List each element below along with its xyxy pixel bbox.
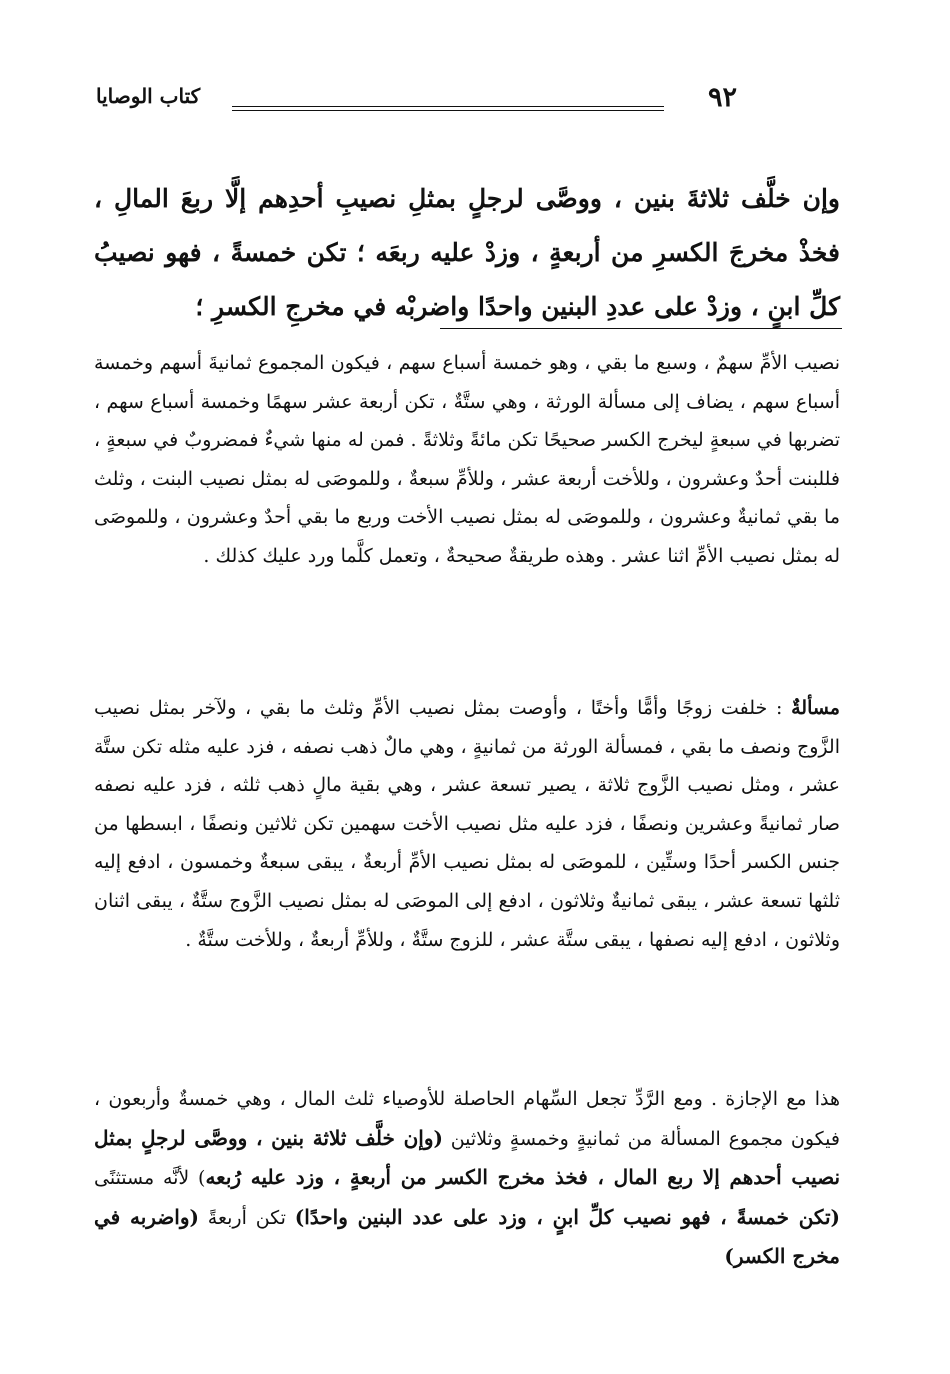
- p3-quote-1: (وإن خلَّف ثلاثة بنين ، ووصَّى لرجلٍ بمثل نصيب أحدهم إلا ربع المال ، فخذ مخرج الكسر من أربعةٍ ، وزد عليه رُبعه: [94, 1125, 841, 1190]
- p3-quote-2: (تكن خمسةً ، فهو نصيب كلِّ ابنٍ ، وزد على عدد البنين واحدًا): [294, 1204, 840, 1229]
- running-title: كتاب الوصايا: [96, 84, 201, 108]
- commentary-paragraph-1: نصيب الأمِّ سهمٌ ، وسبع ما بقي ، وهو خمسة أسباع سهم ، فيكون المجموع ثمانيةَ أسهم وخمسة أسباع سهم ، يضاف إلى مسألة الورثة ، وهي ستَّةٌ ، تكن أربعة عشر سهمًا وخمسة أسباع سهم ، تضربها في سبعةٍ ليخرج الكسر صحيحًا تكن مائةً وثلاثةً . فمن له منها شيءٌ فمضروبٌ في سبعةٍ ، فللبنت أحدٌ وعشرون ، وللأخت أربعة عشر ، وللأمِّ سبعةٌ ، وللموصَى له بمثل نصيب البنت ، وثلث ما بقي ثمانيةٌ وعشرون ، وللموصَى له بمثل نصيب الأخت وربع ما بقي أحدٌ وعشرون ، وللموصَى له بمثل نصيب الأمِّ اثنا عشر . وهذه طريقةٌ صحيحةٌ ، وتعمل كلَّما ورد عليك كذلك .: [94, 352, 840, 567]
- page-number: ٩٢: [708, 82, 738, 113]
- commentary-paragraph-3: [94, 1080, 840, 1277]
- main-text: وإن خلَّف ثلاثةَ بنين ، ووصَّى لرجلٍ بمثلِ نصيبِ أحدِهم إلَّا ربعَ المالِ ، فخذْ مخرجَ الكسرِ من أربعةٍ ، وزدْ عليه ربعَه ؛ تكن خمسةً ، فهو نصيبُ كلِّ ابنٍ ، وزدْ على عددِ البنين واحدًا واضربْه في مخرجِ الكسرِ ؛: [94, 184, 840, 321]
- commentary-paragraph-2: [94, 689, 840, 959]
- header-double-rule: [232, 106, 664, 111]
- main-text-separator: [440, 328, 842, 329]
- p3-part-c: ) لأنَّه مستثنًى: [94, 1167, 206, 1190]
- masala-body: : خلفت زوجًا وأمًّا وأختًا ، وأوصت بمثل نصيب الأمِّ وثلث ما بقي ، ولآخر بمثل نصيب الزَّوج ونصف ما بقي ، فمسألة الورثة من ثمانيةٍ ، وهي مالٌ ذهب نصفه ، فزد عليه مثله تكن ستَّة عشر ، ومثل نصيب الزَّوج ثلاثة ، يصير تسعة عشر ، وهي بقية مالٍ ذهب ثلثه ، فزد عليه نصفه صار ثمانيةً وعشرين ونصفًا ، فزد عليه مثل نصيب الأخت سهمين تكن ثلاثين ونصفًا ، ابسطها من جنس الكسر أحدًا وستِّين ، للموصَى له بمثل نصيب الأمِّ أربعةٌ ، يبقى سبعةٌ وخمسون ، ادفع إليه ثلثها تسعة عشر ، يبقى ثمانيةٌ وثلاثون ، ادفع إلى الموصَى له بمثل نصيب الزَّوج ستَّةٌ ، يبقى اثنان وثلاثون ، ادفع إليه نصفها ، يبقى ستَّة عشر ، للزوج ستَّةٌ ، وللأمِّ أربعةٌ ، وللأخت ستَّةٌ .: [94, 697, 840, 951]
- p3-quote-3: (واضربه في مخرج الكسر): [94, 1204, 840, 1269]
- p3-part-a: هذا مع الإجازة . ومع الرَّدِّ تجعل السِّهام الحاصلة للأوصياء ثلث المال ، وهي خمسةٌ وأربعون ، فيكون مجموع المسألة من ثمانيةٍ وخمسةٍ وثلاثين: [94, 1088, 840, 1150]
- p3-part-e: تكن أربعةً: [198, 1206, 295, 1229]
- masala-heading: مسألةٌ: [791, 697, 840, 719]
